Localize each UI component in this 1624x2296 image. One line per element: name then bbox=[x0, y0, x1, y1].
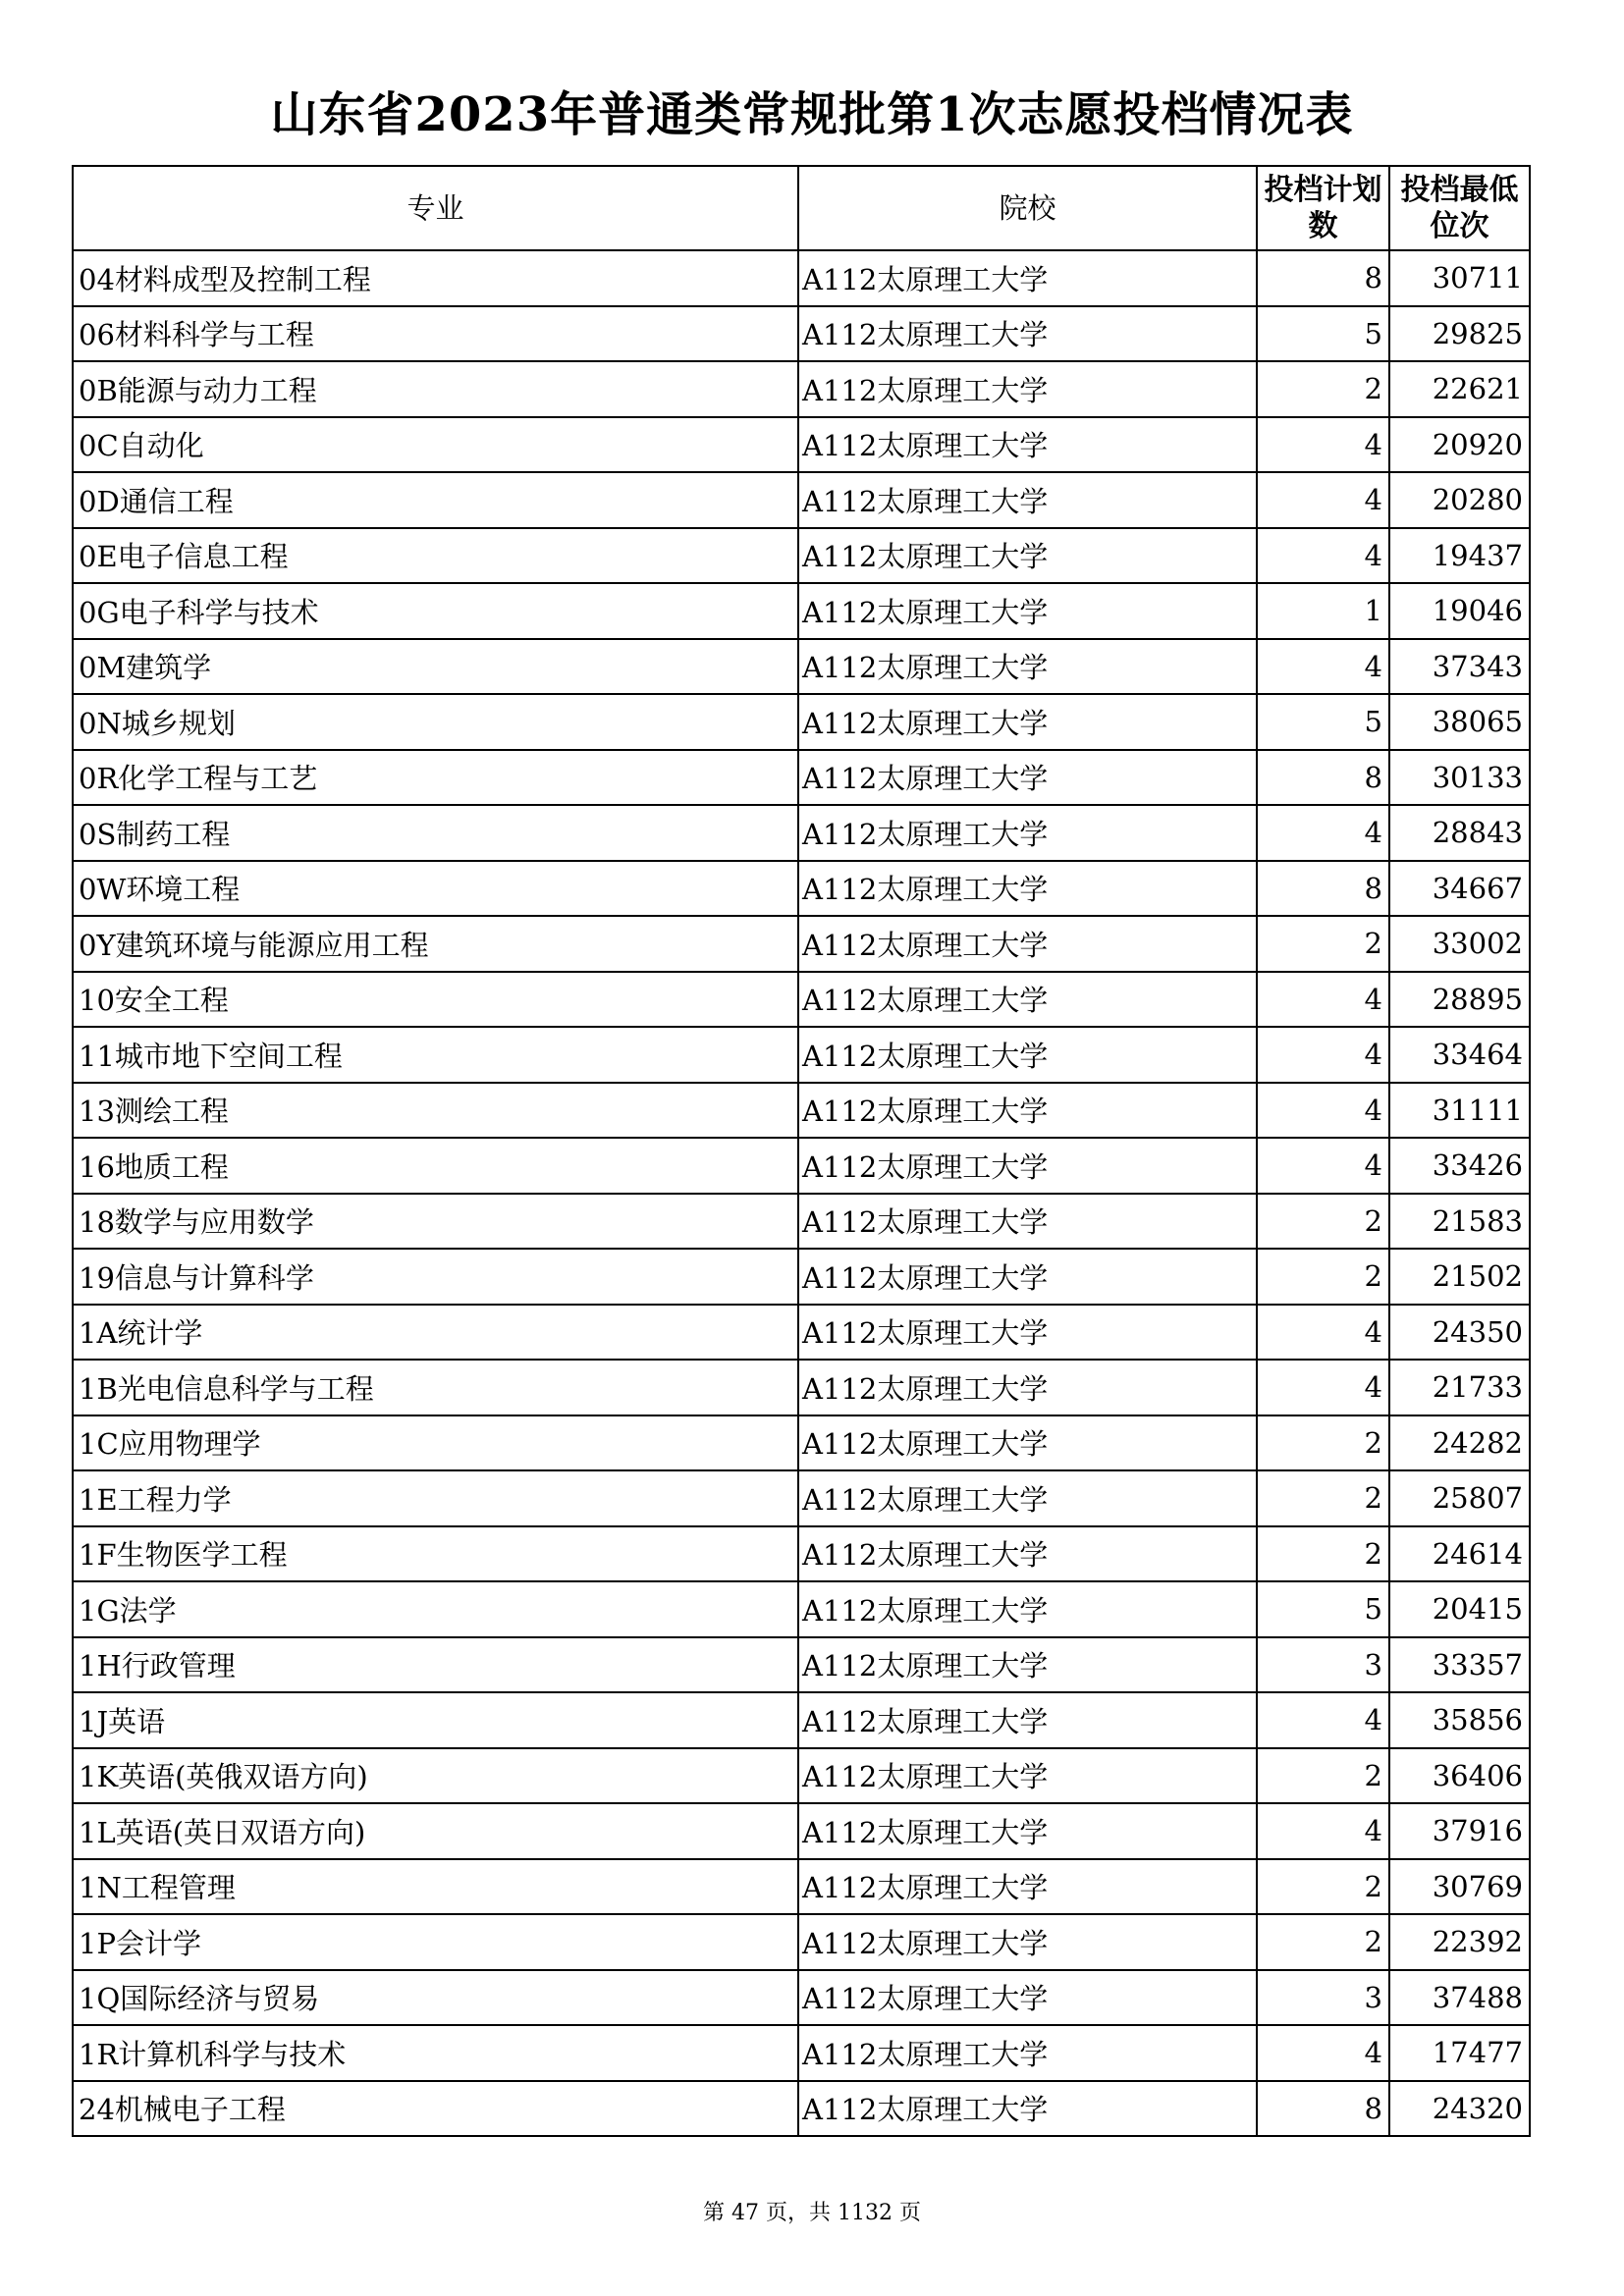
school-cell: A112太原理工大学 bbox=[798, 1360, 1257, 1415]
table-row bbox=[73, 1803, 1530, 1859]
major-cell: 16地质工程 bbox=[73, 1138, 798, 1194]
plan-cell: 2 bbox=[1257, 916, 1389, 972]
table-row bbox=[73, 361, 1530, 417]
rank-cell: 22621 bbox=[1389, 361, 1530, 417]
major-cell: 1Q国际经济与贸易 bbox=[73, 1970, 798, 2026]
major-cell: 13测绘工程 bbox=[73, 1083, 798, 1139]
table-row bbox=[73, 1970, 1530, 2026]
major-cell: 0D通信工程 bbox=[73, 472, 798, 528]
plan-cell: 4 bbox=[1257, 528, 1389, 584]
rank-cell: 25807 bbox=[1389, 1470, 1530, 1526]
school-cell: A112太原理工大学 bbox=[798, 1305, 1257, 1361]
major-cell: 1L英语(英日双语方向) bbox=[73, 1803, 798, 1859]
major-cell: 1E工程力学 bbox=[73, 1470, 798, 1526]
major-cell: 0B能源与动力工程 bbox=[73, 361, 798, 417]
school-cell: A112太原理工大学 bbox=[798, 417, 1257, 473]
table-row bbox=[73, 1748, 1530, 1804]
school-cell: A112太原理工大学 bbox=[798, 1526, 1257, 1582]
table-row bbox=[73, 1581, 1530, 1637]
rank-cell: 37916 bbox=[1389, 1803, 1530, 1859]
rank-cell: 24614 bbox=[1389, 1526, 1530, 1582]
table-row bbox=[73, 1360, 1530, 1415]
plan-cell: 4 bbox=[1257, 1692, 1389, 1748]
plan-cell: 8 bbox=[1257, 750, 1389, 806]
school-cell: A112太原理工大学 bbox=[798, 1637, 1257, 1693]
major-cell: 18数学与应用数学 bbox=[73, 1194, 798, 1250]
school-cell: A112太原理工大学 bbox=[798, 583, 1257, 639]
rank-cell: 35856 bbox=[1389, 1692, 1530, 1748]
plan-cell: 4 bbox=[1257, 805, 1389, 861]
rank-cell: 33357 bbox=[1389, 1637, 1530, 1693]
school-cell: A112太原理工大学 bbox=[798, 639, 1257, 695]
plan-cell: 5 bbox=[1257, 1581, 1389, 1637]
school-cell: A112太原理工大学 bbox=[798, 250, 1257, 306]
plan-cell: 2 bbox=[1257, 1415, 1389, 1471]
plan-cell: 2 bbox=[1257, 1859, 1389, 1915]
table-row bbox=[73, 583, 1530, 639]
table-row bbox=[73, 528, 1530, 584]
school-cell: A112太原理工大学 bbox=[798, 361, 1257, 417]
major-cell: 19信息与计算科学 bbox=[73, 1249, 798, 1305]
school-cell: A112太原理工大学 bbox=[798, 916, 1257, 972]
school-cell: A112太原理工大学 bbox=[798, 1249, 1257, 1305]
rank-cell: 21502 bbox=[1389, 1249, 1530, 1305]
rank-cell: 36406 bbox=[1389, 1748, 1530, 1804]
rank-cell: 31111 bbox=[1389, 1083, 1530, 1139]
rank-cell: 24350 bbox=[1389, 1305, 1530, 1361]
plan-cell: 4 bbox=[1257, 2025, 1389, 2081]
plan-cell: 2 bbox=[1257, 1249, 1389, 1305]
table-row bbox=[73, 1249, 1530, 1305]
table-row bbox=[73, 1526, 1530, 1582]
plan-cell: 5 bbox=[1257, 306, 1389, 362]
rank-cell: 33002 bbox=[1389, 916, 1530, 972]
plan-cell: 8 bbox=[1257, 861, 1389, 917]
plan-cell: 4 bbox=[1257, 639, 1389, 695]
plan-cell: 3 bbox=[1257, 1637, 1389, 1693]
school-cell: A112太原理工大学 bbox=[798, 1083, 1257, 1139]
plan-cell: 4 bbox=[1257, 472, 1389, 528]
major-cell: 0Y建筑环境与能源应用工程 bbox=[73, 916, 798, 972]
table-row bbox=[73, 1470, 1530, 1526]
rank-cell: 24282 bbox=[1389, 1415, 1530, 1471]
table-row bbox=[73, 1027, 1530, 1083]
school-cell: A112太原理工大学 bbox=[798, 805, 1257, 861]
rank-cell: 28895 bbox=[1389, 972, 1530, 1028]
major-cell: 1F生物医学工程 bbox=[73, 1526, 798, 1582]
major-cell: 0M建筑学 bbox=[73, 639, 798, 695]
plan-cell: 4 bbox=[1257, 417, 1389, 473]
plan-cell: 4 bbox=[1257, 1083, 1389, 1139]
rank-cell: 20920 bbox=[1389, 417, 1530, 473]
major-cell: 0C自动化 bbox=[73, 417, 798, 473]
plan-cell: 2 bbox=[1257, 361, 1389, 417]
major-cell: 0R化学工程与工艺 bbox=[73, 750, 798, 806]
plan-cell: 4 bbox=[1257, 972, 1389, 1028]
header-school: 院校 bbox=[798, 166, 1257, 250]
table-row bbox=[73, 250, 1530, 306]
admission-table bbox=[72, 165, 1531, 2137]
rank-cell: 22392 bbox=[1389, 1914, 1530, 1970]
school-cell: A112太原理工大学 bbox=[798, 1914, 1257, 1970]
table-row bbox=[73, 1692, 1530, 1748]
rank-cell: 34667 bbox=[1389, 861, 1530, 917]
table-row bbox=[73, 694, 1530, 750]
table-row bbox=[73, 417, 1530, 473]
table-row bbox=[73, 1859, 1530, 1915]
school-cell: A112太原理工大学 bbox=[798, 861, 1257, 917]
plan-cell: 4 bbox=[1257, 1027, 1389, 1083]
rank-cell: 33464 bbox=[1389, 1027, 1530, 1083]
plan-cell: 2 bbox=[1257, 1914, 1389, 1970]
table-row bbox=[73, 306, 1530, 362]
major-cell: 0S制药工程 bbox=[73, 805, 798, 861]
school-cell: A112太原理工大学 bbox=[798, 2025, 1257, 2081]
plan-cell: 8 bbox=[1257, 2081, 1389, 2137]
major-cell: 10安全工程 bbox=[73, 972, 798, 1028]
header-major: 专业 bbox=[73, 166, 798, 250]
school-cell: A112太原理工大学 bbox=[798, 694, 1257, 750]
major-cell: 1P会计学 bbox=[73, 1914, 798, 1970]
major-cell: 0G电子科学与技术 bbox=[73, 583, 798, 639]
school-cell: A112太原理工大学 bbox=[798, 1194, 1257, 1250]
major-cell: 0N城乡规划 bbox=[73, 694, 798, 750]
school-cell: A112太原理工大学 bbox=[798, 1859, 1257, 1915]
school-cell: A112太原理工大学 bbox=[798, 306, 1257, 362]
school-cell: A112太原理工大学 bbox=[798, 1581, 1257, 1637]
page-footer: 第 47 页，共 1132 页 bbox=[703, 2201, 921, 2225]
rank-cell: 21733 bbox=[1389, 1360, 1530, 1415]
plan-cell: 2 bbox=[1257, 1748, 1389, 1804]
rank-cell: 19046 bbox=[1389, 583, 1530, 639]
header-rank: 投档最低位次 bbox=[1389, 166, 1530, 250]
table-row bbox=[73, 1083, 1530, 1139]
table-row bbox=[73, 1194, 1530, 1250]
major-cell: 1G法学 bbox=[73, 1581, 798, 1637]
table-row bbox=[73, 805, 1530, 861]
rank-cell: 33426 bbox=[1389, 1138, 1530, 1194]
plan-cell: 4 bbox=[1257, 1803, 1389, 1859]
major-cell: 1A统计学 bbox=[73, 1305, 798, 1361]
plan-cell: 2 bbox=[1257, 1526, 1389, 1582]
major-cell: 24机械电子工程 bbox=[73, 2081, 798, 2137]
rank-cell: 24320 bbox=[1389, 2081, 1530, 2137]
major-cell: 1J英语 bbox=[73, 1692, 798, 1748]
major-cell: 1R计算机科学与技术 bbox=[73, 2025, 798, 2081]
rank-cell: 38065 bbox=[1389, 694, 1530, 750]
major-cell: 1K英语(英俄双语方向) bbox=[73, 1748, 798, 1804]
table-row bbox=[73, 1914, 1530, 1970]
rank-cell: 19437 bbox=[1389, 528, 1530, 584]
school-cell: A112太原理工大学 bbox=[798, 2081, 1257, 2137]
rank-cell: 28843 bbox=[1389, 805, 1530, 861]
table-row bbox=[73, 639, 1530, 695]
table-row bbox=[73, 1637, 1530, 1693]
major-cell: 1H行政管理 bbox=[73, 1637, 798, 1693]
school-cell: A112太原理工大学 bbox=[798, 528, 1257, 584]
school-cell: A112太原理工大学 bbox=[798, 972, 1257, 1028]
school-cell: A112太原理工大学 bbox=[798, 1470, 1257, 1526]
rank-cell: 17477 bbox=[1389, 2025, 1530, 2081]
rank-cell: 37343 bbox=[1389, 639, 1530, 695]
school-cell: A112太原理工大学 bbox=[798, 1415, 1257, 1471]
table-row bbox=[73, 1415, 1530, 1471]
school-cell: A112太原理工大学 bbox=[798, 1970, 1257, 2026]
school-cell: A112太原理工大学 bbox=[798, 750, 1257, 806]
rank-cell: 20415 bbox=[1389, 1581, 1530, 1637]
rank-cell: 29825 bbox=[1389, 306, 1530, 362]
rank-cell: 30769 bbox=[1389, 1859, 1530, 1915]
major-cell: 1C应用物理学 bbox=[73, 1415, 798, 1471]
major-cell: 06材料科学与工程 bbox=[73, 306, 798, 362]
table-row bbox=[73, 472, 1530, 528]
table-row bbox=[73, 916, 1530, 972]
rank-cell: 21583 bbox=[1389, 1194, 1530, 1250]
header-plan: 投档计划数 bbox=[1257, 166, 1389, 250]
school-cell: A112太原理工大学 bbox=[798, 1692, 1257, 1748]
plan-cell: 5 bbox=[1257, 694, 1389, 750]
rank-cell: 20280 bbox=[1389, 472, 1530, 528]
school-cell: A112太原理工大学 bbox=[798, 1138, 1257, 1194]
table-row bbox=[73, 1305, 1530, 1361]
plan-cell: 4 bbox=[1257, 1360, 1389, 1415]
table-row bbox=[73, 750, 1530, 806]
major-cell: 1B光电信息科学与工程 bbox=[73, 1360, 798, 1415]
plan-cell: 4 bbox=[1257, 1305, 1389, 1361]
plan-cell: 1 bbox=[1257, 583, 1389, 639]
school-cell: A112太原理工大学 bbox=[798, 472, 1257, 528]
table-row bbox=[73, 861, 1530, 917]
table-header-row bbox=[73, 166, 1530, 250]
plan-cell: 2 bbox=[1257, 1194, 1389, 1250]
school-cell: A112太原理工大学 bbox=[798, 1803, 1257, 1859]
table-row bbox=[73, 972, 1530, 1028]
rank-cell: 30133 bbox=[1389, 750, 1530, 806]
plan-cell: 8 bbox=[1257, 250, 1389, 306]
plan-cell: 3 bbox=[1257, 1970, 1389, 2026]
school-cell: A112太原理工大学 bbox=[798, 1027, 1257, 1083]
table-row bbox=[73, 2025, 1530, 2081]
table-row bbox=[73, 2081, 1530, 2137]
major-cell: 11城市地下空间工程 bbox=[73, 1027, 798, 1083]
page-title: 山东省2023年普通类常规批第1次志愿投档情况表 bbox=[270, 87, 1354, 142]
school-cell: A112太原理工大学 bbox=[798, 1748, 1257, 1804]
major-cell: 04材料成型及控制工程 bbox=[73, 250, 798, 306]
plan-cell: 2 bbox=[1257, 1470, 1389, 1526]
rank-cell: 37488 bbox=[1389, 1970, 1530, 2026]
major-cell: 0W环境工程 bbox=[73, 861, 798, 917]
plan-cell: 4 bbox=[1257, 1138, 1389, 1194]
major-cell: 1N工程管理 bbox=[73, 1859, 798, 1915]
table-row bbox=[73, 1138, 1530, 1194]
rank-cell: 30711 bbox=[1389, 250, 1530, 306]
major-cell: 0E电子信息工程 bbox=[73, 528, 798, 584]
